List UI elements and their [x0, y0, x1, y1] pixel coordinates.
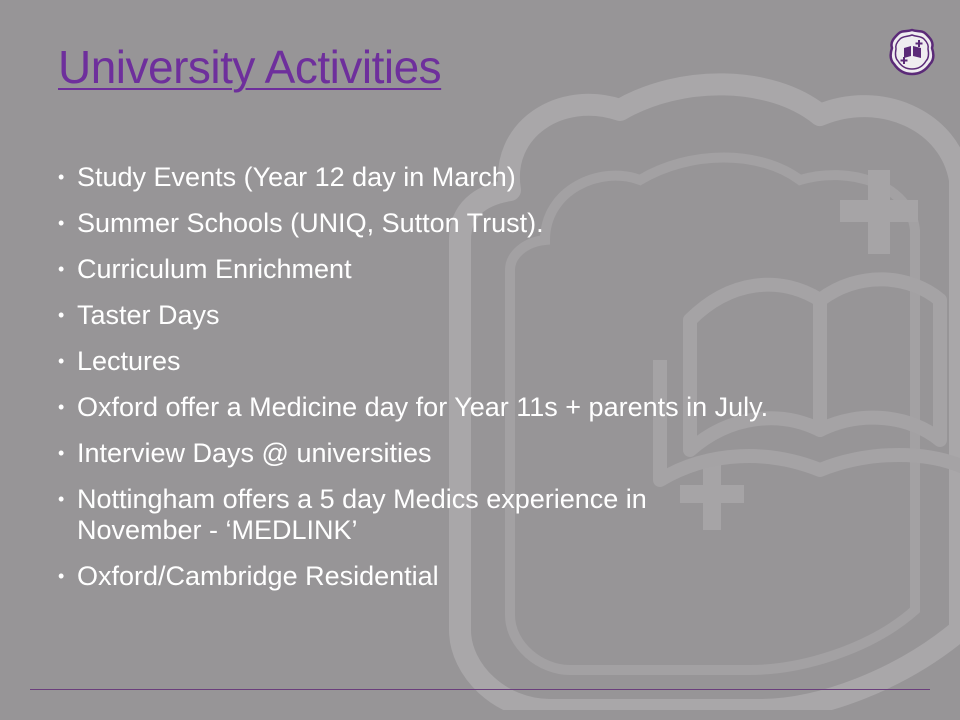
bullet-text: Nottingham offers a 5 day Medics experience in November - ‘MEDLINK’ [77, 484, 647, 545]
bullet-item [58, 438, 918, 469]
bullet-item [58, 300, 918, 331]
bullet-item [58, 392, 918, 423]
bullet-text: Lectures [77, 346, 181, 376]
bullet-glyph: • [58, 489, 65, 509]
bullet-glyph: • [58, 443, 65, 463]
bullet-glyph: • [58, 397, 65, 417]
bullet-text: Curriculum Enrichment [77, 254, 352, 284]
bullet-item [58, 346, 918, 377]
bullet-text: Oxford/Cambridge Residential [77, 561, 439, 591]
bullet-glyph: • [58, 213, 65, 233]
bullet-text: Oxford offer a Medicine day for Year 11s + parents in July. [77, 392, 769, 422]
bullet-text: Study Events (Year 12 day in March) [77, 162, 516, 192]
bullet-item [58, 162, 918, 193]
bullet-glyph: • [58, 351, 65, 371]
bullet-text: Interview Days @ universities [77, 438, 432, 468]
bullet-item [58, 484, 918, 546]
bullet-list [58, 162, 918, 607]
bullet-item [58, 254, 918, 285]
bullet-item [58, 208, 918, 239]
footer-divider [30, 689, 930, 690]
bullet-item [58, 561, 918, 592]
bullet-text: Taster Days [77, 300, 220, 330]
bullet-glyph: • [58, 566, 65, 586]
bullet-glyph: • [58, 167, 65, 187]
bullet-glyph: • [58, 305, 65, 325]
bullet-text: Summer Schools (UNIQ, Sutton Trust). [77, 208, 544, 238]
slide-title: University Activities [58, 41, 442, 93]
school-crest-logo-icon [888, 28, 936, 76]
bullet-glyph: • [58, 259, 65, 279]
